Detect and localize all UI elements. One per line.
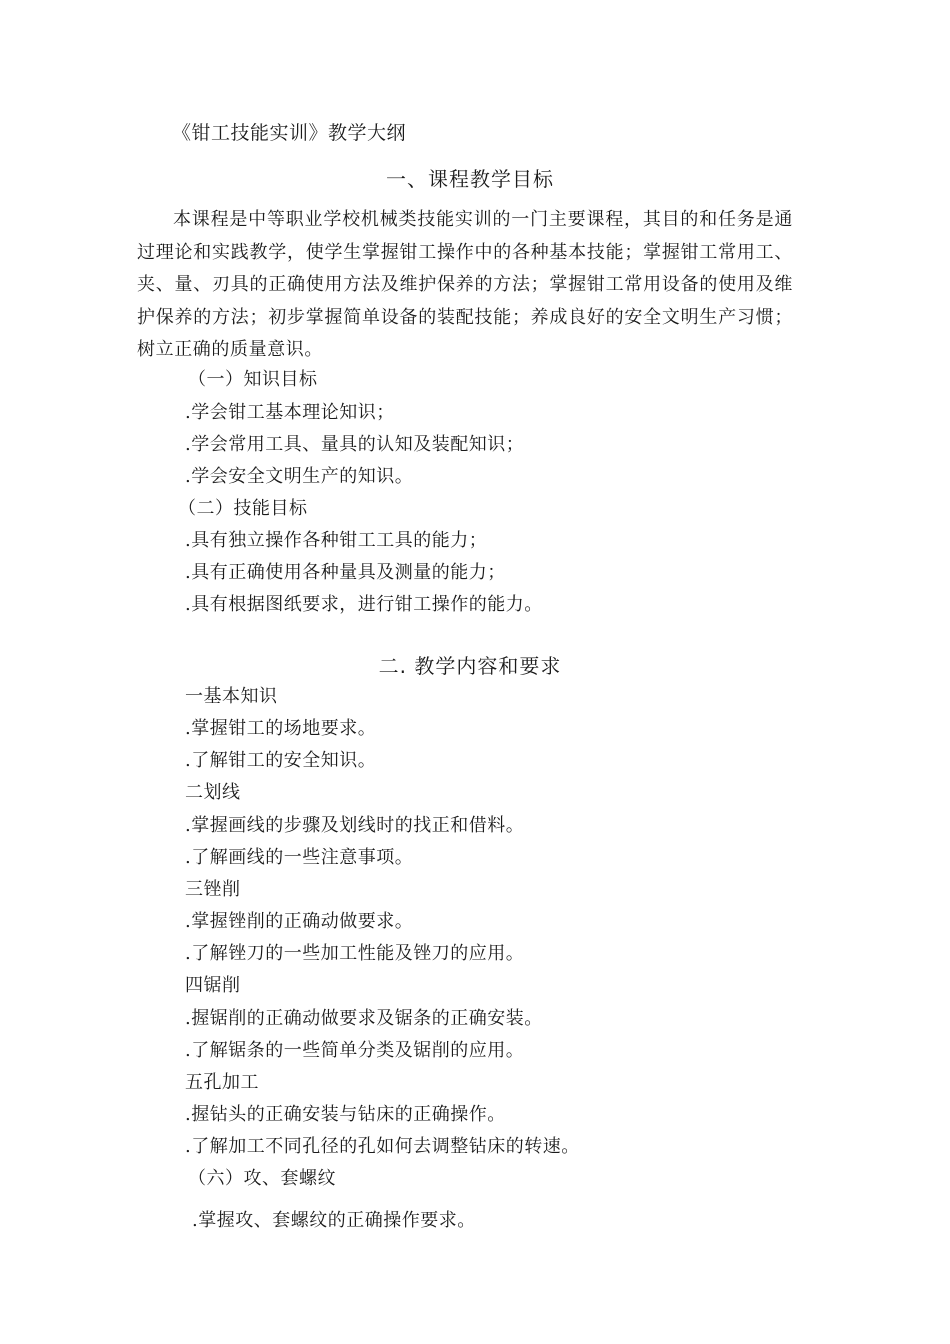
list-item: .掌握画线的步骤及划线时的找正和借料。 — [185, 815, 525, 836]
topic-title: 二划线 — [185, 782, 241, 803]
topic-title: （六）攻、套螺纹 — [188, 1168, 336, 1189]
list-item: .握钻头的正确安装与钻床的正确操作。 — [185, 1104, 506, 1125]
list-item: .掌握钳工的场地要求。 — [185, 718, 377, 739]
list-item: .了解锉刀的一些加工性能及锉刀的应用。 — [185, 943, 525, 964]
topic-title: 五孔加工 — [185, 1072, 259, 1093]
list-item: .了解加工不同孔径的孔如何去调整钻床的转速。 — [185, 1136, 580, 1157]
list-item: .具有独立操作各种钳工工具的能力； — [185, 530, 488, 551]
list-item: .具有正确使用各种量具及测量的能力； — [185, 562, 506, 583]
skill-objectives-title: （二）技能目标 — [178, 498, 308, 519]
document-title: 《钳工技能实训》教学大纲 — [172, 122, 407, 144]
knowledge-objectives-title: （一）知识目标 — [188, 369, 318, 390]
list-item: .了解钳工的安全知识。 — [185, 750, 377, 771]
course-intro-paragraph: 本课程是中等职业学校机械类技能实训的一门主要课程，其目的和任务是通过理论和实践教学，使学生掌握钳工操作中的各种基本技能；掌握钳工常用工、夹、量、刃具的正确使用方法及维护保养的方法；掌握钳工常用设备的使用及维护保养的方法；初步掌握简单设备的装配技能；养成良好的安全文明生产习惯；树立正确的质量意识。 — [137, 209, 793, 360]
list-item: .了解锯条的一些简单分类及锯削的应用。 — [185, 1040, 525, 1061]
list-item: .学会安全文明生产的知识。 — [185, 466, 414, 487]
list-item: .了解画线的一些注意事项。 — [185, 847, 414, 868]
list-item: .握锯削的正确动做要求及锯条的正确安装。 — [185, 1008, 543, 1029]
topic-title: 三锉削 — [185, 879, 241, 900]
list-item: .掌握锉削的正确动做要求。 — [185, 911, 414, 932]
list-item: .具有根据图纸要求，进行钳工操作的能力。 — [185, 594, 543, 615]
list-item: .学会常用工具、量具的认知及装配知识； — [185, 434, 525, 455]
topic-title: 一基本知识 — [185, 686, 278, 707]
list-item: .学会钳工基本理论知识； — [185, 402, 395, 423]
topic-title: 四锯削 — [185, 975, 241, 996]
section-heading-content: 二. 教学内容和要求 — [378, 654, 562, 678]
list-item: .掌握攻、套螺纹的正确操作要求。 — [192, 1210, 476, 1231]
section-heading-objectives: 一、课程教学目标 — [386, 167, 554, 191]
